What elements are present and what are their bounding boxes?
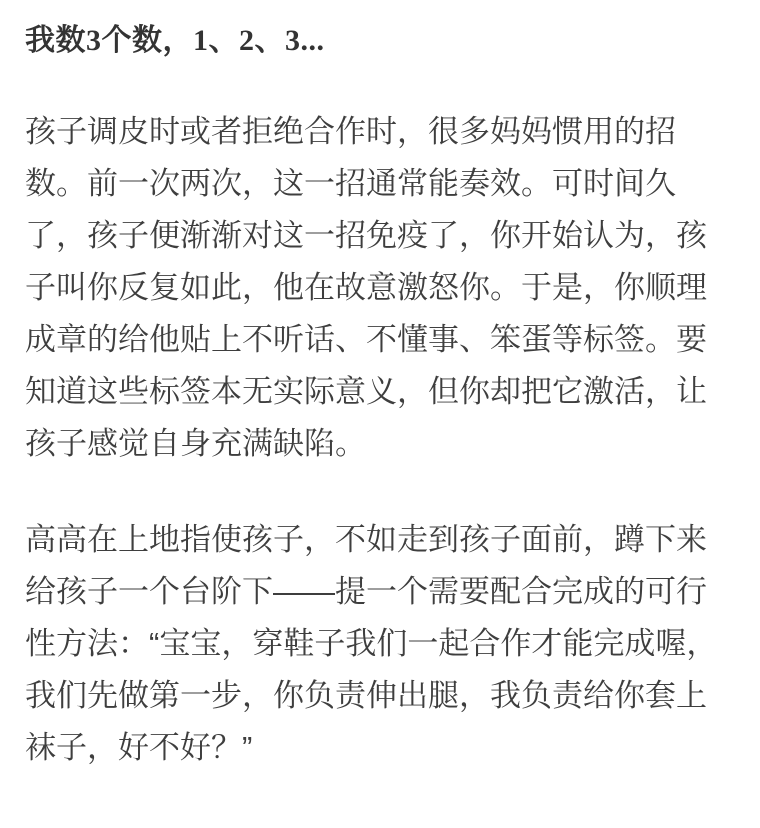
article-title: 我数3个数，1、2、3... xyxy=(25,24,325,57)
article-paragraph-1: 孩子调皮时或者拒绝合作时，很多妈妈惯用的招数。前一次两次，这一招通常能奏效。可时间久了，孩子便渐渐对这一招免疫了，你开始认为，孩子叫你反复如此，他在故意激怒你。于是，你顺理成章的给他贴上不听话、不懂事、笨蛋等标签。要知道这些标签本无实际意义，但你却把它激活，让孩子感觉自身充满缺陷。 xyxy=(25,114,707,461)
article-paragraph-2: 高高在上地指使孩子，不如走到孩子面前，蹲下来给孩子一个台阶下——提一个需要配合完成的可行性方法：“宝宝，穿鞋子我们一起合作才能完成喔，我们先做第一步，你负责伸出腿，我负责给你套上袜子，好不好？” xyxy=(25,522,718,765)
